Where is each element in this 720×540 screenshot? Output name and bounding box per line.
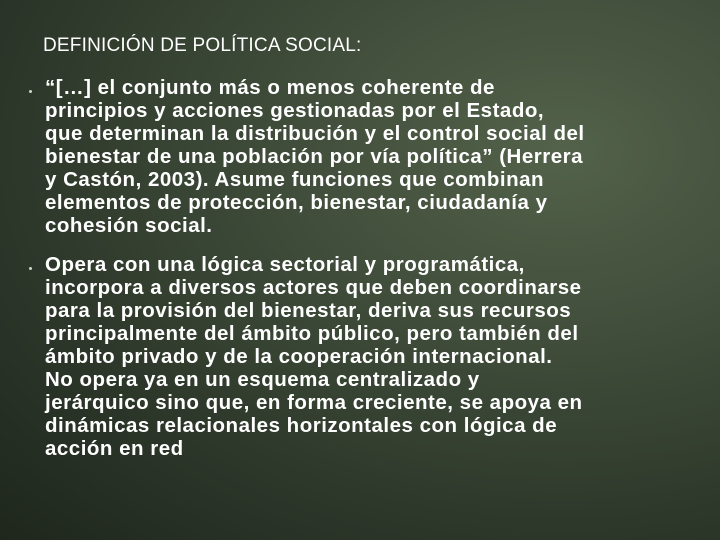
bullet-1-line-7: cohesión social. xyxy=(45,214,213,237)
bullet-2-line-8: dinámicas relacionales horizontales con lógica de xyxy=(45,414,558,437)
bullet-1-line-2: principios y acciones gestionadas por el Estado, xyxy=(45,99,545,122)
bullet-marker xyxy=(29,267,32,270)
bullet-2-line-9: acción en red xyxy=(45,437,184,460)
bullet-marker xyxy=(29,90,32,93)
bullet-2-line-1: Opera con una lógica sectorial y programática, xyxy=(45,253,525,276)
slide-title: DEFINICIÓN DE POLÍTICA SOCIAL: xyxy=(43,35,362,56)
bullet-1-line-5: y Castón, 2003). Asume funciones que combinan xyxy=(45,168,545,191)
bullet-2-line-4: principalmente del ámbito público, pero también del xyxy=(45,322,579,345)
bullet-1-line-4: bienestar de una población por vía política” (Herrera xyxy=(45,145,583,168)
bullet-1-line-1: “[…] el conjunto más o menos coherente de xyxy=(45,76,495,99)
bullet-2-line-3: para la provisión del bienestar, deriva sus recursos xyxy=(45,299,572,322)
bullet-1-line-6: elementos de protección, bienestar, ciudadanía y xyxy=(45,191,548,214)
bullet-2-line-5: ámbito privado y de la cooperación internacional. xyxy=(45,345,553,368)
bullet-2-line-2: incorpora a diversos actores que deben coordinarse xyxy=(45,276,582,299)
bullet-2-line-6: No opera ya en un esquema centralizado y xyxy=(45,368,480,391)
bullet-1-line-3: que determinan la distribución y el control social del xyxy=(45,122,585,145)
bullet-2-line-7: jerárquico sino que, en forma creciente, se apoya en xyxy=(45,391,583,414)
